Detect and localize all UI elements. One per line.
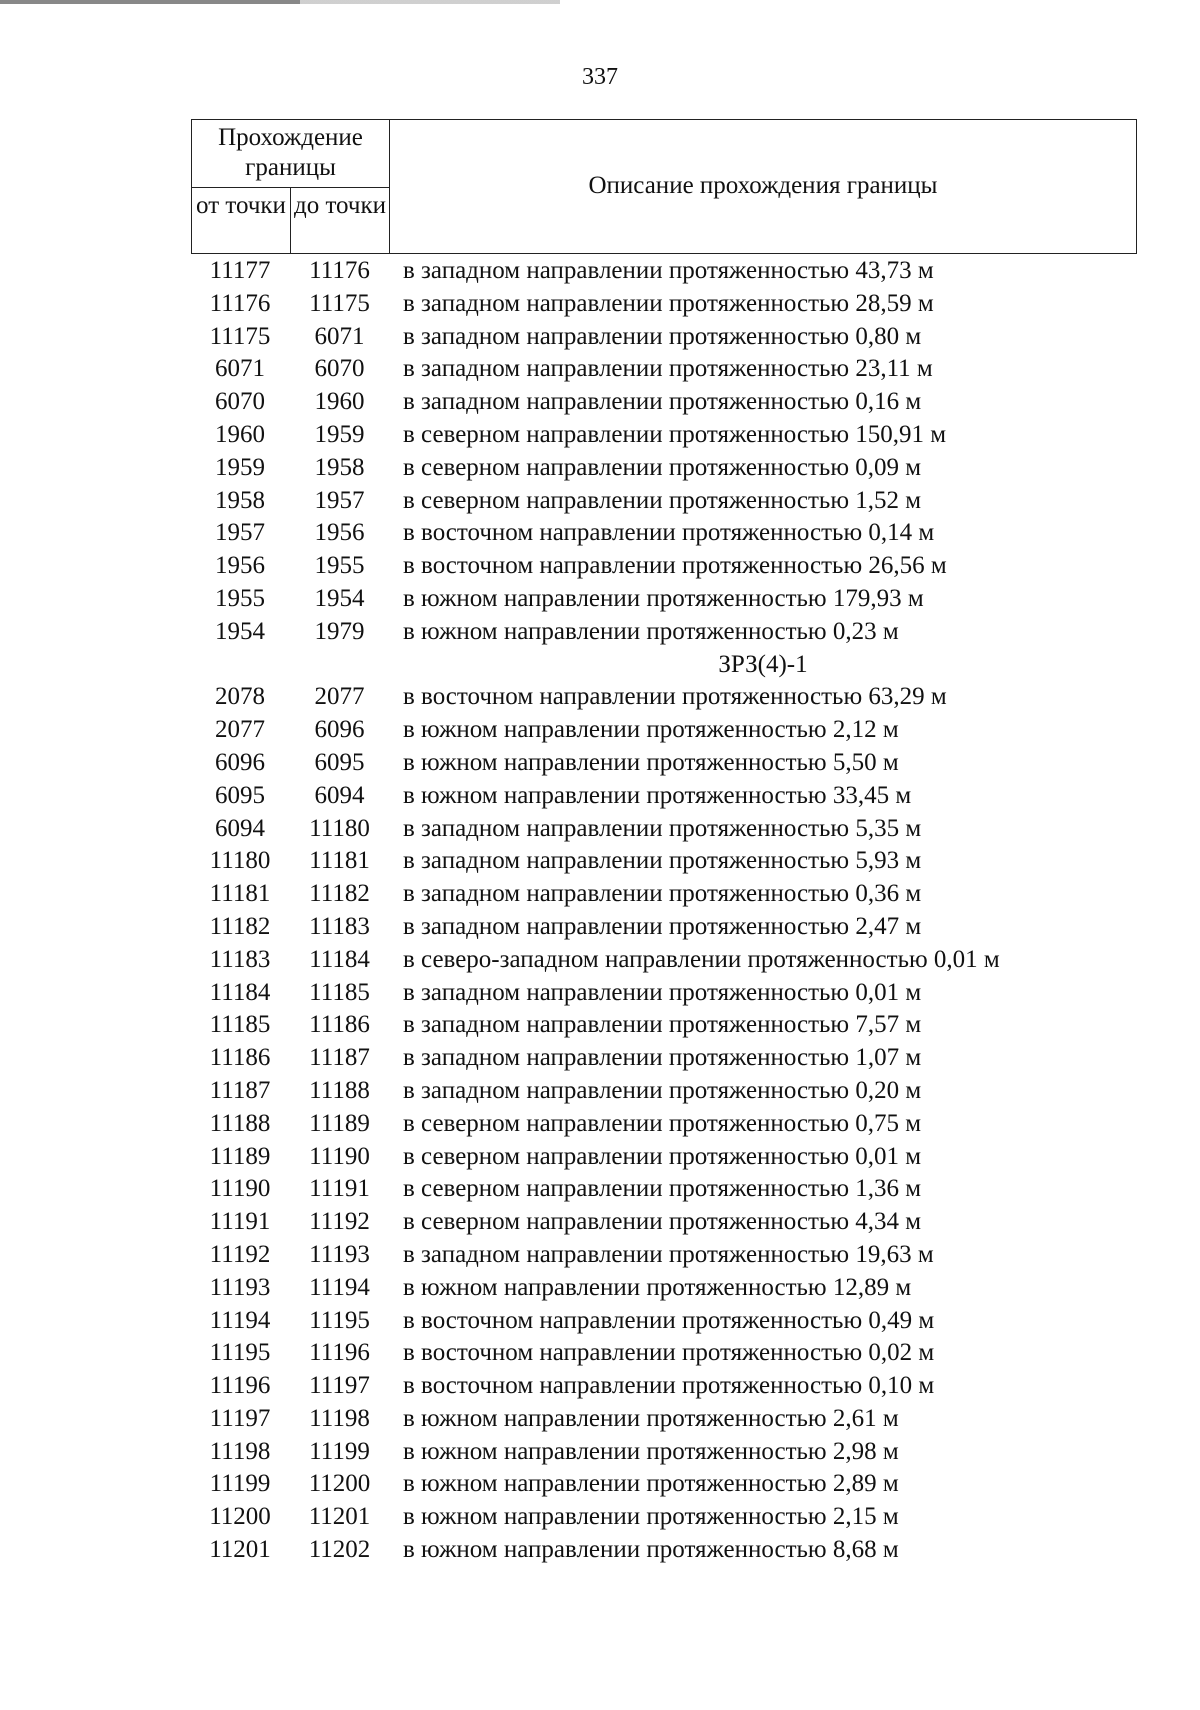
section-title: ЗРЗ(4)-1 (718, 650, 808, 678)
table-row (191, 746, 1137, 779)
table-row (191, 713, 1137, 746)
boundary-table (191, 119, 1137, 1566)
table-row (191, 451, 1137, 484)
to-point-cell: 11197 (309, 1372, 370, 1400)
table-row (191, 352, 1137, 385)
table-row (191, 976, 1137, 1009)
to-point-cell: 6094 (314, 781, 365, 809)
to-point-cell: 1955 (314, 552, 365, 580)
description-cell: в восточном направлении протяженностью 0,10 м (403, 1372, 935, 1400)
table-row (191, 1467, 1137, 1500)
description-cell: в южном направлении протяженностью 12,89 м (403, 1273, 912, 1301)
from-point-cell: 11182 (209, 912, 271, 940)
to-point-cell: 11176 (309, 257, 370, 284)
from-point-cell: 11183 (209, 945, 271, 973)
description-cell: в западном направлении протяженностью 1,07 м (403, 1044, 922, 1072)
description-cell: в северном направлении протяженностью 0,09 м (403, 453, 922, 481)
from-point-cell: 6095 (215, 781, 265, 809)
table-row (191, 1500, 1137, 1533)
header-to-point: до точки (291, 188, 390, 254)
description-cell: в южном направлении протяженностью 2,15 м (403, 1503, 899, 1531)
to-point-cell: 11175 (309, 289, 370, 317)
description-cell: в северном направлении протяженностью 4,34 м (403, 1208, 922, 1236)
table-row (191, 320, 1137, 353)
description-cell: в западном направлении протяженностью 43,73 м (403, 257, 934, 284)
from-point-cell: 11194 (209, 1306, 271, 1334)
header-description: Описание прохождения границы (588, 172, 938, 199)
to-point-cell: 11181 (309, 847, 370, 875)
page-number: 337 (582, 64, 618, 90)
from-point-cell: 11175 (209, 322, 271, 350)
to-point-cell: 11198 (309, 1404, 370, 1432)
description-cell: в южном направлении протяженностью 179,93 м (403, 584, 924, 612)
table-row (191, 812, 1137, 845)
header-boundary-passage: Прохождение границы (192, 120, 390, 188)
to-point-cell: 6095 (314, 748, 365, 776)
from-point-cell: 1959 (215, 453, 265, 481)
scan-top-edge (0, 0, 1200, 4)
to-point-cell: 1958 (314, 453, 365, 481)
to-point-cell: 11192 (309, 1208, 370, 1236)
table-row (191, 1205, 1137, 1238)
table-row (191, 1041, 1137, 1074)
description-cell: в западном направлении протяженностью 19,63 м (403, 1240, 934, 1268)
table-row (191, 516, 1137, 549)
from-point-cell: 11193 (209, 1273, 271, 1301)
table-row (191, 877, 1137, 910)
description-cell: в западном направлении протяженностью 0,01 м (403, 978, 922, 1006)
to-point-cell: 11183 (309, 912, 370, 940)
from-point-cell: 11186 (209, 1044, 271, 1072)
description-cell: в западном направлении протяженностью 0,20 м (403, 1076, 922, 1104)
to-point-cell: 6070 (314, 355, 365, 383)
from-point-cell: 11181 (209, 880, 271, 908)
to-point-cell: 11186 (309, 1011, 370, 1039)
table-row (191, 1271, 1137, 1304)
description-cell: в восточном направлении протяженностью 63,29 м (403, 683, 947, 711)
from-point-cell: 2077 (215, 716, 265, 744)
to-point-cell: 1979 (314, 617, 365, 645)
from-point-cell: 6094 (215, 814, 265, 842)
table-row (191, 287, 1137, 320)
to-point-cell: 6071 (314, 322, 365, 350)
to-point-cell: 1954 (314, 584, 365, 612)
to-point-cell: 11185 (309, 978, 370, 1006)
from-point-cell: 11188 (209, 1109, 271, 1137)
description-cell: в северном направлении протяженностью 0,75 м (403, 1109, 922, 1137)
description-cell: в южном направлении протяженностью 0,23 м (403, 617, 899, 645)
table-row (191, 680, 1137, 713)
to-point-cell: 11180 (309, 814, 370, 842)
from-point-cell: 6070 (215, 388, 265, 416)
from-point-cell: 11197 (209, 1404, 271, 1432)
description-cell: в северо-западном направлении протяженностью 0,01 м (403, 945, 1000, 973)
to-point-cell: 11195 (309, 1306, 370, 1334)
table-row (191, 484, 1137, 517)
table-row (191, 1074, 1137, 1107)
from-point-cell: 1955 (215, 584, 265, 612)
from-point-cell: 1960 (215, 420, 265, 448)
from-point-cell: 11189 (209, 1142, 271, 1170)
description-cell: в северном направлении протяженностью 0,01 м (403, 1142, 922, 1170)
from-point-cell: 1958 (215, 486, 265, 514)
table-row (191, 549, 1137, 582)
description-cell: в южном направлении протяженностью 2,98 м (403, 1437, 899, 1465)
description-cell: в западном направлении протяженностью 7,57 м (403, 1011, 922, 1039)
from-point-cell: 11196 (209, 1372, 271, 1400)
description-cell: в южном направлении протяженностью 2,61 м (403, 1404, 899, 1432)
description-cell: в северном направлении протяженностью 1,52 м (403, 486, 922, 514)
description-cell: в западном направлении протяженностью 28,59 м (403, 289, 934, 317)
to-point-cell: 6096 (314, 716, 365, 744)
to-point-cell: 11196 (309, 1339, 370, 1367)
table-row (191, 1533, 1137, 1566)
from-point-cell: 11176 (209, 289, 271, 317)
description-cell: в западном направлении протяженностью 5,35 м (403, 814, 922, 842)
description-cell: в южном направлении протяженностью 2,89 м (403, 1470, 899, 1498)
to-point-cell: 11194 (309, 1273, 370, 1301)
description-cell: в западном направлении протяженностью 23,11 м (403, 355, 933, 383)
to-point-cell: 1956 (314, 519, 365, 547)
description-cell: в восточном направлении протяженностью 0,49 м (403, 1306, 935, 1334)
table-row (191, 910, 1137, 943)
description-cell: в восточном направлении протяженностью 26,56 м (403, 552, 947, 580)
table-row (191, 1140, 1137, 1173)
table-row (191, 385, 1137, 418)
description-cell: в южном направлении протяженностью 8,68 м (403, 1536, 899, 1564)
table-row (191, 582, 1137, 615)
from-point-cell: 1957 (215, 519, 265, 547)
table-row (191, 1238, 1137, 1271)
from-point-cell: 11177 (209, 257, 271, 284)
description-cell: в западном направлении протяженностью 2,47 м (403, 912, 922, 940)
from-point-cell: 6096 (215, 748, 265, 776)
from-point-cell: 11195 (209, 1339, 271, 1367)
section-row (191, 648, 1137, 681)
description-cell: в южном направлении протяженностью 33,45 м (403, 781, 912, 809)
from-point-cell: 11184 (209, 978, 271, 1006)
from-point-cell: 2078 (215, 683, 265, 711)
to-point-cell: 11184 (309, 945, 370, 973)
to-point-cell: 11191 (309, 1175, 370, 1203)
description-cell: в западном направлении протяженностью 0,80 м (403, 322, 922, 350)
from-point-cell: 11180 (209, 847, 271, 875)
to-point-cell: 11182 (309, 880, 370, 908)
table-header (191, 119, 1137, 254)
description-cell: в северном направлении протяженностью 150,91 м (403, 420, 947, 448)
to-point-cell: 11199 (309, 1437, 370, 1465)
from-point-cell: 11190 (209, 1175, 271, 1203)
table-row (191, 254, 1137, 287)
to-point-cell: 11201 (308, 1503, 371, 1531)
table-row (191, 1304, 1137, 1337)
description-cell: в южном направлении протяженностью 2,12 м (403, 716, 899, 744)
description-cell: в западном направлении протяженностью 5,93 м (403, 847, 922, 875)
table-row (191, 844, 1137, 877)
to-point-cell: 11193 (309, 1240, 370, 1268)
to-point-cell: 11189 (309, 1109, 370, 1137)
table-row (191, 1369, 1137, 1402)
description-cell: в южном направлении протяженностью 5,50 м (403, 748, 899, 776)
to-point-cell: 11188 (309, 1076, 370, 1104)
description-cell: в восточном направлении протяженностью 0,02 м (403, 1339, 935, 1367)
from-point-cell: 11199 (209, 1470, 271, 1498)
to-point-cell: 2077 (314, 683, 365, 711)
from-point-cell: 11187 (209, 1076, 271, 1104)
to-point-cell: 11200 (308, 1470, 371, 1498)
description-cell: в восточном направлении протяженностью 0,14 м (403, 519, 935, 547)
from-point-cell: 11200 (209, 1503, 271, 1531)
from-point-cell: 6071 (215, 355, 265, 383)
table-row (191, 1402, 1137, 1435)
description-cell: в северном направлении протяженностью 1,36 м (403, 1175, 922, 1203)
table-row (191, 1172, 1137, 1205)
to-point-cell: 1957 (314, 486, 365, 514)
table-row (191, 1336, 1137, 1369)
table-row (191, 1107, 1137, 1140)
table-row (191, 615, 1137, 648)
from-point-cell: 1954 (215, 617, 265, 645)
table-row (191, 779, 1137, 812)
to-point-cell: 11190 (309, 1142, 370, 1170)
table-body (191, 254, 1137, 1566)
to-point-cell: 11202 (308, 1536, 371, 1564)
from-point-cell: 11185 (209, 1011, 271, 1039)
table-row (191, 943, 1137, 976)
table-row (191, 418, 1137, 451)
from-point-cell: 11198 (209, 1437, 271, 1465)
to-point-cell: 1960 (314, 388, 365, 416)
from-point-cell: 11191 (209, 1208, 271, 1236)
description-cell: в западном направлении протяженностью 0,36 м (403, 880, 922, 908)
from-point-cell: 11201 (209, 1536, 271, 1564)
from-point-cell: 11192 (209, 1240, 271, 1268)
to-point-cell: 1959 (314, 420, 365, 448)
table-row (191, 1008, 1137, 1041)
description-cell: в западном направлении протяженностью 0,16 м (403, 388, 922, 416)
header-from-point: от точки (192, 188, 291, 254)
to-point-cell: 11187 (309, 1044, 370, 1072)
table-row (191, 1435, 1137, 1468)
from-point-cell: 1956 (215, 552, 265, 580)
